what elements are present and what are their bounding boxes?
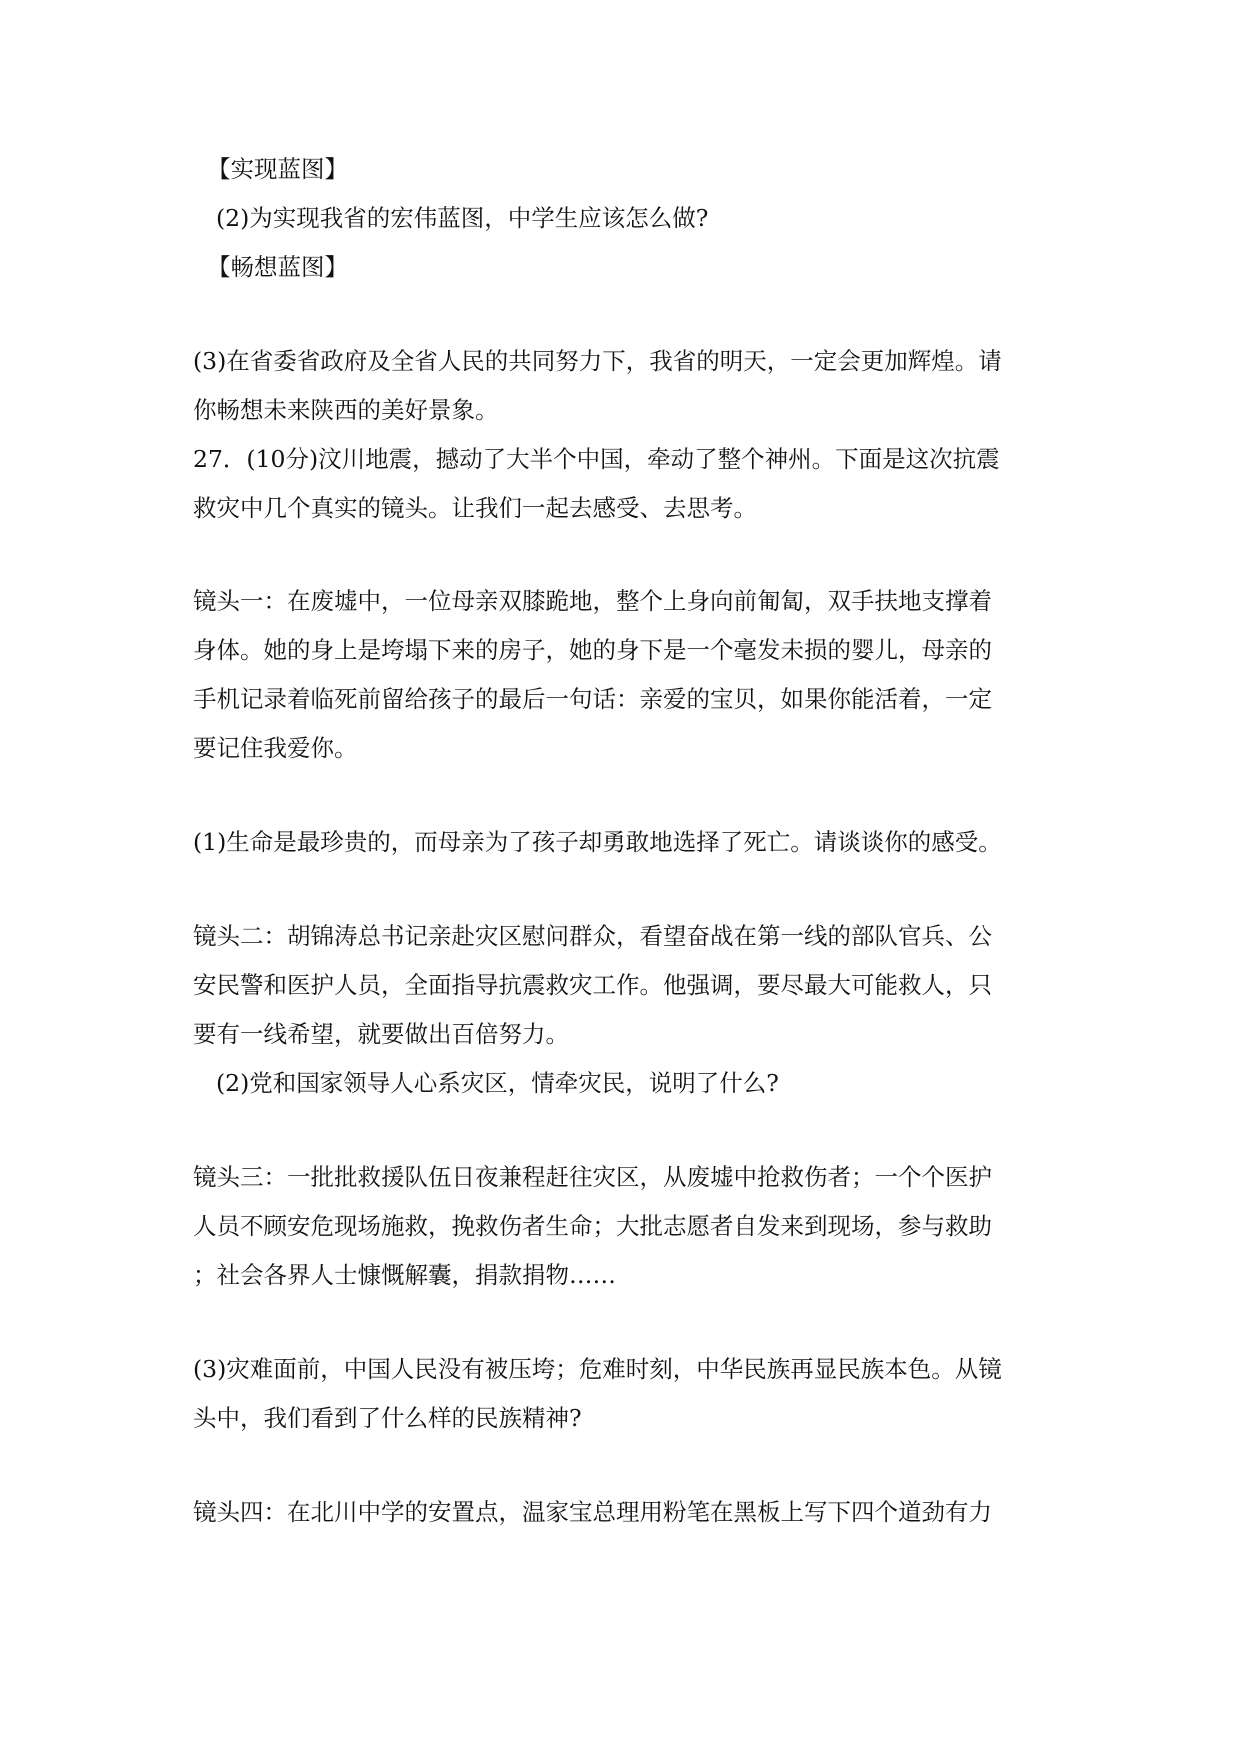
shot-3-line-2: 人员不顾安危现场施救，挽救伤者生命；大批志愿者自发来到现场，参与救助 [193, 1212, 992, 1240]
shot-2-line-3: 要有一线希望，就要做出百倍努力。 [193, 1020, 569, 1048]
shot-1-line-1: 镜头一：在废墟中，一位母亲双膝跪地，整个上身向前匍匐，双手扶地支撑着 [193, 587, 992, 615]
question-27-intro-line-2: 救灾中几个真实的镜头。让我们一起去感受、去思考。 [193, 494, 757, 522]
imagine-question-3-line-1: (3)在省委省政府及全省人民的共同努力下，我省的明天，一定会更加辉煌。请 [193, 347, 1002, 375]
shot-3-question-line-2: 头中，我们看到了什么样的民族精神? [193, 1404, 582, 1432]
realize-question-2: (2)为实现我省的宏伟蓝图，中学生应该怎么做? [216, 204, 709, 232]
shot-2-line-1: 镜头二：胡锦涛总书记亲赴灾区慰问群众，看望奋战在第一线的部队官兵、公 [193, 922, 992, 950]
imagine-question-3-line-2: 你畅想未来陕西的美好景象。 [193, 396, 499, 424]
shot-1-line-2: 身体。她的身上是垮塌下来的房子，她的身下是一个毫发未损的婴儿，母亲的 [193, 636, 992, 664]
shot-1-question: (1)生命是最珍贵的，而母亲为了孩子却勇敢地选择了死亡。请谈谈你的感受。 [193, 828, 1002, 856]
question-27-intro-line-1: 27．(10分)汶川地震，撼动了大半个中国，牵动了整个神州。下面是这次抗震 [193, 445, 1000, 473]
realize-blueprint-header: 【实现蓝图】 [207, 155, 348, 183]
shot-3-line-1: 镜头三：一批批救援队伍日夜兼程赶往灾区，从废墟中抢救伤者；一个个医护 [193, 1163, 992, 1191]
shot-2-question: (2)党和国家领导人心系灾区，情牵灾民，说明了什么? [216, 1069, 779, 1097]
shot-3-question-line-1: (3)灾难面前，中国人民没有被压垮；危难时刻，中华民族再显民族本色。从镜 [193, 1355, 1002, 1383]
shot-4-line-1: 镜头四：在北川中学的安置点，温家宝总理用粉笔在黑板上写下四个道劲有力 [193, 1498, 992, 1526]
shot-2-line-2: 安民警和医护人员，全面指导抗震救灾工作。他强调，要尽最大可能救人，只 [193, 971, 992, 999]
shot-3-line-3: ；社会各界人士慷慨解囊，捐款捐物…… [193, 1261, 616, 1289]
shot-1-line-3: 手机记录着临死前留给孩子的最后一句话：亲爱的宝贝，如果你能活着，一定 [193, 685, 992, 713]
shot-1-line-4: 要记住我爱你。 [193, 734, 358, 762]
imagine-blueprint-header: 【畅想蓝图】 [207, 253, 348, 281]
